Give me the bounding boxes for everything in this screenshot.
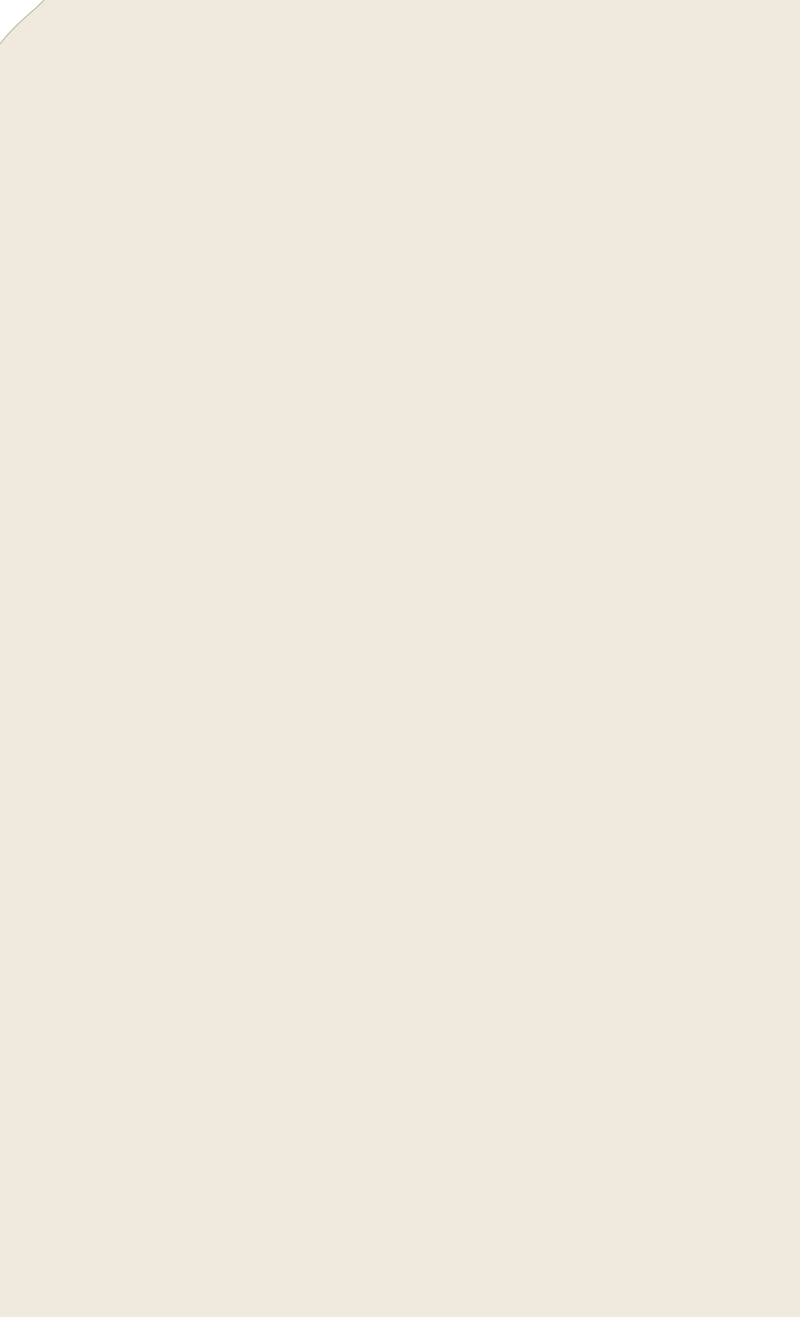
lot-76 (0, 1008, 800, 1016)
lot-71 (0, 92, 800, 100)
lot-74 (0, 652, 800, 660)
lot-77 (0, 1146, 800, 1154)
page-corner-curl (0, 0, 48, 48)
lot-72 (0, 226, 800, 234)
lot-75 (0, 862, 800, 870)
lot-73 (0, 436, 800, 444)
